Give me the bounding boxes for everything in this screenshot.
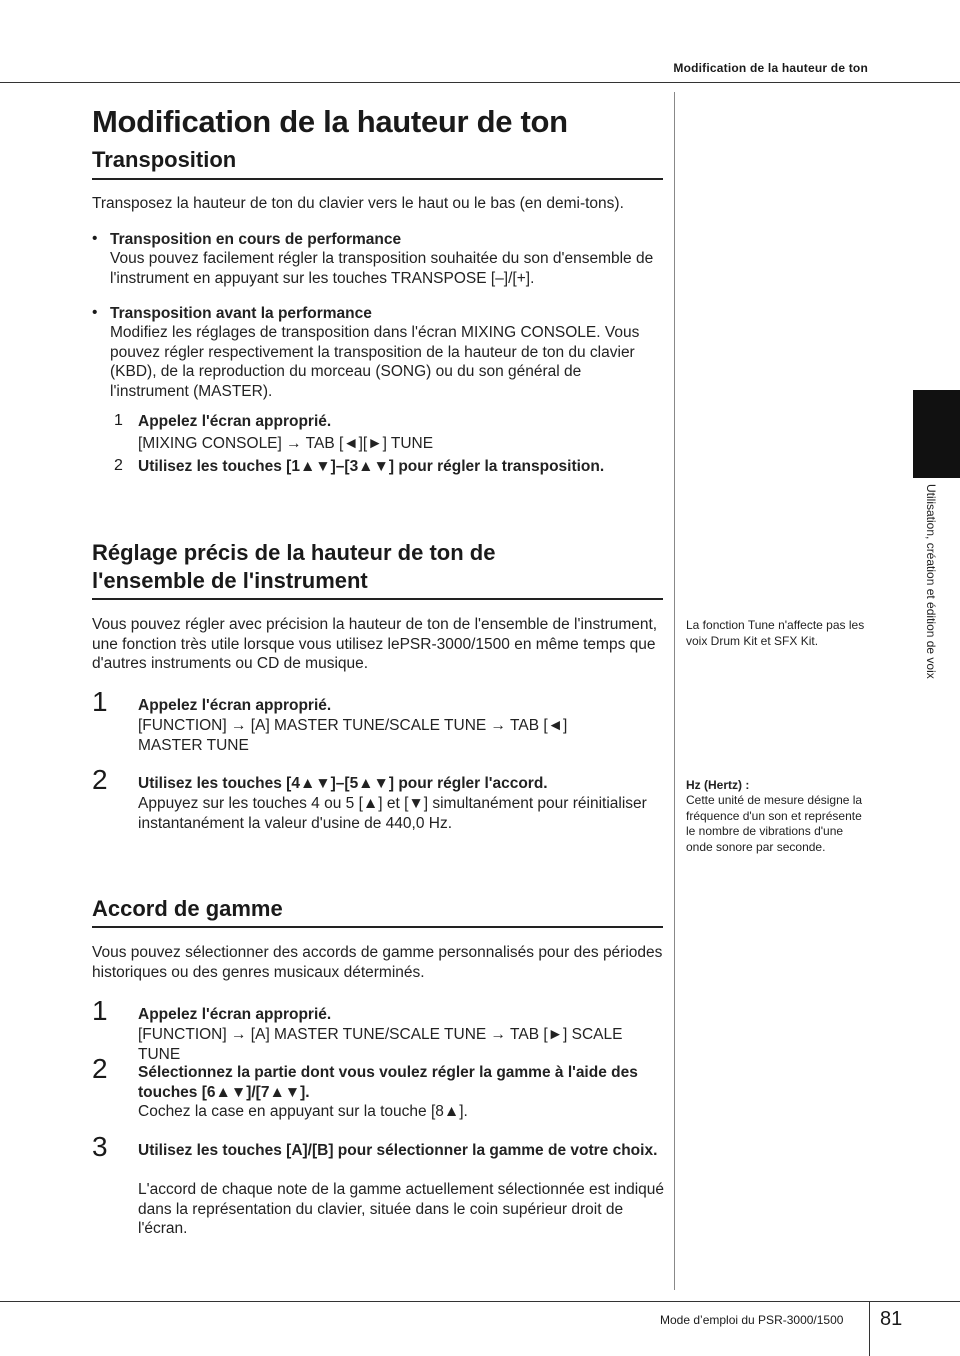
step-title: Appelez l'écran approprié. — [138, 413, 332, 430]
margin-note-title: Hz (Hertz) : — [686, 778, 750, 792]
bullet-text: Vous pouvez facilement régler la transposition souhaitée du son d'ensemble de l'instrument en appuyant sur les touches TRANSPOSE [–]/[+]. — [110, 250, 654, 287]
section-rule — [92, 598, 663, 600]
step-detail: Cochez la case en appuyant sur la touche [8▲]. — [138, 1103, 468, 1120]
section-heading-fine-tune-1: Réglage précis de la hauteur de ton de — [92, 540, 496, 565]
step-detail: [MIXING CONSOLE] → TAB [◄][►] TUNE — [138, 435, 434, 452]
bullet-title: Transposition en cours de performance — [110, 231, 402, 248]
step-detail: [FUNCTION] → [A] MASTER TUNE/SCALE TUNE → TAB [◄] MASTER TUNE — [138, 717, 568, 754]
section-heading-transposition: Transposition — [92, 147, 237, 172]
step-number: 2 — [92, 1053, 108, 1084]
bullet-title: Transposition avant la performance — [110, 305, 372, 322]
section-heading-scale-tune: Accord de gamme — [92, 896, 283, 921]
step-title: Appelez l'écran approprié. — [138, 697, 332, 714]
margin-note-tune: La fonction Tune n'affecte pas les voix Drum Kit et SFX Kit. — [686, 618, 865, 648]
running-title: Modification de la hauteur de ton — [673, 61, 868, 75]
bullet-marker: • — [92, 230, 98, 247]
section-heading-fine-tune-2: l'ensemble de l'instrument — [92, 568, 368, 593]
section-rule — [92, 926, 663, 928]
step-number: 3 — [92, 1131, 108, 1162]
step-number: 2 — [92, 764, 108, 795]
bullet-marker: • — [92, 304, 98, 321]
step-title: Appelez l'écran approprié. — [138, 1006, 332, 1023]
scale-tune-intro: Vous pouvez sélectionner des accords de gamme personnalisés pour des périodes historiques ou des genres musicaux déterminés. — [92, 944, 663, 981]
fine-tune-intro: Vous pouvez régler avec précision la hauteur de ton de l'ensemble de l'instrument, une fonction très utile lorsque vous utilisez lePSR-3000/1500 en même temps que d'autres instruments ou CD de musique. — [92, 616, 658, 672]
step-number: 1 — [92, 995, 108, 1026]
step-number: 2 — [114, 457, 123, 474]
step-detail: [FUNCTION] → [A] MASTER TUNE/SCALE TUNE → TAB [►] SCALE TUNE — [138, 1026, 623, 1063]
page-title: Modification de la hauteur de ton — [92, 104, 568, 139]
step-detail: L'accord de chaque note de la gamme actuellement sélectionnée est indiqué dans la représentation du clavier, située dans le coin supérieur droit de l'écran. — [138, 1181, 665, 1237]
step-title: Utilisez les touches [4▲▼]–[5▲▼] pour régler l'accord. — [138, 775, 548, 792]
manual-title: Mode d’emploi du PSR-3000/1500 — [660, 1313, 844, 1327]
step-title: Utilisez les touches [1▲▼]–[3▲▼] pour régler la transposition. — [138, 458, 605, 475]
bullet-text: Modifiez les réglages de transposition dans l'écran MIXING CONSOLE. Vous pouvez régler respectivement la transposition de la hauteur de ton du clavier (KBD), de la reproduction du morceau (SONG) ou du son général de l'instrument (MASTER). — [110, 324, 640, 400]
page-number: 81 — [880, 1308, 903, 1330]
footer-rule — [0, 1301, 960, 1302]
chapter-tab — [913, 390, 960, 478]
chapter-label: Utilisation, création et édition de voix — [924, 484, 938, 679]
step-number: 1 — [114, 412, 123, 429]
header-rule — [0, 82, 960, 83]
section-rule — [92, 178, 663, 180]
step-title: Sélectionnez la partie dont vous voulez régler la gamme à l'aide des touches [6▲▼]/[7▲▼]. — [138, 1064, 638, 1101]
step-detail: Appuyez sur les touches 4 ou 5 [▲] et [▼] simultanément pour réinitialiser instantanément la valeur d'usine de 440,0 Hz. — [138, 795, 647, 832]
footer-divider — [869, 1301, 870, 1356]
step-number: 1 — [92, 686, 108, 717]
margin-note-hz: Cette unité de mesure désigne la fréquence d'un son et représente le nombre de vibrations d'une onde sonore par seconde. — [686, 793, 863, 854]
transposition-intro: Transposez la hauteur de ton du clavier vers le haut ou le bas (en demi-tons). — [92, 195, 624, 212]
step-title: Utilisez les touches [A]/[B] pour sélectionner la gamme de votre choix. — [138, 1142, 658, 1159]
column-divider — [674, 92, 675, 1290]
